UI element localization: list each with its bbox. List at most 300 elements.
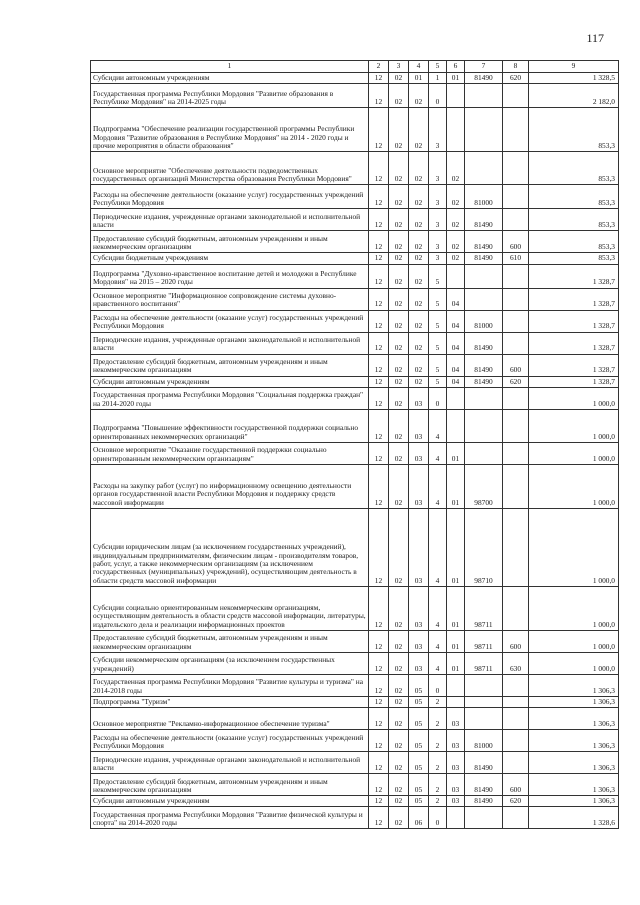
code-program-cell: 3 bbox=[429, 209, 447, 231]
code-subsection-cell: 05 bbox=[409, 730, 429, 752]
code-ministry-cell: 12 bbox=[369, 807, 389, 829]
item-name-cell: Расходы на закупку работ (услуг) по информационному освещению деятельности органов государственной власти Республики Мордовия и поддержку средств массовой информации bbox=[91, 464, 369, 508]
code-section-cell: 02 bbox=[389, 442, 409, 464]
code-target-cell: 98711 bbox=[465, 630, 503, 652]
amount-cell: 1 328,7 bbox=[529, 332, 619, 354]
code-expense-type-cell bbox=[503, 108, 529, 152]
code-expense-type-cell bbox=[503, 209, 529, 231]
code-ministry-cell: 12 bbox=[369, 84, 389, 108]
table-row bbox=[91, 332, 619, 354]
code-target-cell bbox=[465, 807, 503, 829]
code-expense-type-cell bbox=[503, 387, 529, 409]
code-activity-cell: 01 bbox=[447, 508, 465, 586]
code-ministry-cell: 12 bbox=[369, 376, 389, 387]
item-name-cell: Подпрограмма "Духовно-нравственное воспитание детей и молодежи в Республике Мордовия" на 2015 – 2020 годы bbox=[91, 264, 369, 288]
item-name-cell: Основное мероприятие "Рекламно-информационное обеспечение туризма" bbox=[91, 708, 369, 730]
code-target-cell bbox=[465, 264, 503, 288]
page-number: 117 bbox=[586, 31, 604, 45]
code-ministry-cell: 12 bbox=[369, 630, 389, 652]
code-ministry-cell: 12 bbox=[369, 708, 389, 730]
item-name-cell: Основное мероприятие "Обеспечение деятельности подведомственных государственных организаций Министерства образования Республики Мордовия" bbox=[91, 152, 369, 185]
code-program-cell: 4 bbox=[429, 630, 447, 652]
code-activity-cell: 01 bbox=[447, 586, 465, 630]
code-section-cell: 02 bbox=[389, 288, 409, 310]
amount-cell: 1 000,0 bbox=[529, 464, 619, 508]
code-section-cell: 02 bbox=[389, 586, 409, 630]
table-row bbox=[91, 84, 619, 108]
item-name-cell: Расходы на обеспечение деятельности (оказание услуг) государственных учреждений Республики Мордовия bbox=[91, 185, 369, 209]
code-activity-cell: 04 bbox=[447, 310, 465, 332]
code-target-cell: 81490 bbox=[465, 376, 503, 387]
budget-table bbox=[90, 60, 619, 829]
code-expense-type-cell: 600 bbox=[503, 231, 529, 253]
table-row bbox=[91, 508, 619, 586]
code-ministry-cell: 12 bbox=[369, 108, 389, 152]
amount-cell: 1 328,7 bbox=[529, 264, 619, 288]
code-ministry-cell: 12 bbox=[369, 409, 389, 442]
column-header: 4 bbox=[409, 61, 429, 73]
item-name-cell: Подпрограмма "Туризм" bbox=[91, 696, 369, 707]
code-ministry-cell: 12 bbox=[369, 209, 389, 231]
amount-cell: 1 306,3 bbox=[529, 796, 619, 807]
column-header: 5 bbox=[429, 61, 447, 73]
code-section-cell: 02 bbox=[389, 108, 409, 152]
code-expense-type-cell: 620 bbox=[503, 796, 529, 807]
code-activity-cell bbox=[447, 696, 465, 707]
table-row bbox=[91, 354, 619, 376]
code-ministry-cell: 12 bbox=[369, 185, 389, 209]
amount-cell: 1 000,0 bbox=[529, 409, 619, 442]
code-section-cell: 02 bbox=[389, 752, 409, 774]
code-program-cell: 5 bbox=[429, 354, 447, 376]
item-name-cell: Субсидии бюджетным учреждениям bbox=[91, 253, 369, 264]
code-expense-type-cell bbox=[503, 84, 529, 108]
code-expense-type-cell bbox=[503, 152, 529, 185]
code-expense-type-cell bbox=[503, 409, 529, 442]
code-ministry-cell: 12 bbox=[369, 464, 389, 508]
code-activity-cell: 01 bbox=[447, 464, 465, 508]
code-expense-type-cell bbox=[503, 464, 529, 508]
amount-cell: 1 000,0 bbox=[529, 586, 619, 630]
code-target-cell: 98711 bbox=[465, 586, 503, 630]
amount-cell: 1 328,6 bbox=[529, 807, 619, 829]
code-program-cell: 3 bbox=[429, 253, 447, 264]
code-subsection-cell: 03 bbox=[409, 630, 429, 652]
code-program-cell: 2 bbox=[429, 796, 447, 807]
table-row bbox=[91, 288, 619, 310]
amount-cell: 1 306,3 bbox=[529, 752, 619, 774]
code-section-cell: 02 bbox=[389, 185, 409, 209]
code-expense-type-cell bbox=[503, 185, 529, 209]
code-program-cell: 4 bbox=[429, 442, 447, 464]
code-expense-type-cell bbox=[503, 674, 529, 696]
item-name-cell: Подпрограмма "Повышение эффективности государственной поддержки социально ориентированных некоммерческих организаций" bbox=[91, 409, 369, 442]
code-ministry-cell: 12 bbox=[369, 354, 389, 376]
code-activity-cell: 03 bbox=[447, 752, 465, 774]
code-activity-cell: 02 bbox=[447, 185, 465, 209]
code-expense-type-cell bbox=[503, 310, 529, 332]
code-subsection-cell: 02 bbox=[409, 354, 429, 376]
code-activity-cell bbox=[447, 264, 465, 288]
code-program-cell: 2 bbox=[429, 774, 447, 796]
amount-cell: 1 000,0 bbox=[529, 387, 619, 409]
code-ministry-cell: 12 bbox=[369, 387, 389, 409]
table-row bbox=[91, 387, 619, 409]
code-expense-type-cell: 600 bbox=[503, 630, 529, 652]
item-name-cell: Предоставление субсидий бюджетным, автономным учреждениям и иным некоммерческим организациям bbox=[91, 231, 369, 253]
code-section-cell: 02 bbox=[389, 674, 409, 696]
code-subsection-cell: 02 bbox=[409, 84, 429, 108]
code-target-cell bbox=[465, 84, 503, 108]
code-section-cell: 02 bbox=[389, 652, 409, 674]
code-target-cell bbox=[465, 387, 503, 409]
code-section-cell: 02 bbox=[389, 708, 409, 730]
code-expense-type-cell bbox=[503, 807, 529, 829]
code-subsection-cell: 02 bbox=[409, 264, 429, 288]
code-subsection-cell: 02 bbox=[409, 253, 429, 264]
code-section-cell: 02 bbox=[389, 231, 409, 253]
code-section-cell: 02 bbox=[389, 310, 409, 332]
code-subsection-cell: 05 bbox=[409, 774, 429, 796]
code-ministry-cell: 12 bbox=[369, 332, 389, 354]
table-row bbox=[91, 708, 619, 730]
code-target-cell bbox=[465, 674, 503, 696]
code-target-cell: 81490 bbox=[465, 796, 503, 807]
amount-cell: 1 306,3 bbox=[529, 730, 619, 752]
item-name-cell: Расходы на обеспечение деятельности (оказание услуг) государственных учреждений Республики Мордовия bbox=[91, 730, 369, 752]
code-ministry-cell: 12 bbox=[369, 774, 389, 796]
code-ministry-cell: 12 bbox=[369, 253, 389, 264]
code-activity-cell: 02 bbox=[447, 209, 465, 231]
code-subsection-cell: 05 bbox=[409, 708, 429, 730]
code-activity-cell bbox=[447, 674, 465, 696]
table-row bbox=[91, 409, 619, 442]
code-subsection-cell: 02 bbox=[409, 310, 429, 332]
item-name-cell: Субсидии автономным учреждениям bbox=[91, 73, 369, 84]
code-expense-type-cell: 620 bbox=[503, 73, 529, 84]
amount-cell: 1 306,3 bbox=[529, 708, 619, 730]
code-activity-cell: 03 bbox=[447, 796, 465, 807]
table-row bbox=[91, 185, 619, 209]
code-expense-type-cell: 600 bbox=[503, 354, 529, 376]
code-program-cell: 4 bbox=[429, 652, 447, 674]
table-row bbox=[91, 209, 619, 231]
item-name-cell: Подпрограмма "Обеспечение реализации государственной программы Республики Мордовия "Развитие образования в Республике Мордовия" на 2014 - 2020 годы и прочие мероприятия в области образования" bbox=[91, 108, 369, 152]
code-subsection-cell: 03 bbox=[409, 387, 429, 409]
code-subsection-cell: 03 bbox=[409, 508, 429, 586]
code-activity-cell bbox=[447, 409, 465, 442]
code-ministry-cell: 12 bbox=[369, 730, 389, 752]
code-section-cell: 02 bbox=[389, 354, 409, 376]
code-ministry-cell: 12 bbox=[369, 508, 389, 586]
item-name-cell: Государственная программа Республики Мордовия "Развитие образования в Республике Мордовия" на 2014-2025 годы bbox=[91, 84, 369, 108]
item-name-cell: Основное мероприятие "Оказание государственной поддержки социально ориентированным некоммерческим организациям" bbox=[91, 442, 369, 464]
code-activity-cell: 01 bbox=[447, 652, 465, 674]
table-row bbox=[91, 630, 619, 652]
table-row bbox=[91, 376, 619, 387]
code-program-cell: 0 bbox=[429, 674, 447, 696]
code-activity-cell: 04 bbox=[447, 376, 465, 387]
code-target-cell bbox=[465, 409, 503, 442]
item-name-cell: Субсидии автономным учреждениям bbox=[91, 376, 369, 387]
code-ministry-cell: 12 bbox=[369, 231, 389, 253]
column-header: 2 bbox=[369, 61, 389, 73]
amount-cell: 1 306,3 bbox=[529, 774, 619, 796]
amount-cell: 853,3 bbox=[529, 253, 619, 264]
code-section-cell: 02 bbox=[389, 630, 409, 652]
code-target-cell: 81000 bbox=[465, 185, 503, 209]
table-row bbox=[91, 73, 619, 84]
code-target-cell bbox=[465, 288, 503, 310]
table-row bbox=[91, 807, 619, 829]
item-name-cell: Периодические издания, учрежденные органами законодательной и исполнительной власти bbox=[91, 332, 369, 354]
amount-cell: 1 000,0 bbox=[529, 508, 619, 586]
code-program-cell: 5 bbox=[429, 376, 447, 387]
code-subsection-cell: 01 bbox=[409, 73, 429, 84]
item-name-cell: Расходы на обеспечение деятельности (оказание услуг) государственных учреждений Республики Мордовия bbox=[91, 310, 369, 332]
amount-cell: 1 328,5 bbox=[529, 73, 619, 84]
code-program-cell: 1 bbox=[429, 73, 447, 84]
column-header: 8 bbox=[503, 61, 529, 73]
code-ministry-cell: 12 bbox=[369, 73, 389, 84]
code-subsection-cell: 02 bbox=[409, 288, 429, 310]
table-row bbox=[91, 464, 619, 508]
item-name-cell: Предоставление субсидий бюджетным, автономным учреждениям и иным некоммерческим организациям bbox=[91, 774, 369, 796]
column-header: 9 bbox=[529, 61, 619, 73]
code-subsection-cell: 03 bbox=[409, 464, 429, 508]
item-name-cell: Субсидии некоммерческим организациям (за исключением государственных учреждений) bbox=[91, 652, 369, 674]
table-row bbox=[91, 152, 619, 185]
code-target-cell bbox=[465, 442, 503, 464]
code-program-cell: 4 bbox=[429, 464, 447, 508]
code-section-cell: 02 bbox=[389, 376, 409, 387]
code-expense-type-cell bbox=[503, 586, 529, 630]
code-program-cell: 5 bbox=[429, 310, 447, 332]
table-row bbox=[91, 796, 619, 807]
item-name-cell: Государственная программа Республики Мордовия "Социальная поддержка граждан" на 2014-2020 годы bbox=[91, 387, 369, 409]
code-expense-type-cell bbox=[503, 752, 529, 774]
code-section-cell: 02 bbox=[389, 84, 409, 108]
code-activity-cell: 01 bbox=[447, 73, 465, 84]
code-subsection-cell: 06 bbox=[409, 807, 429, 829]
code-activity-cell bbox=[447, 807, 465, 829]
code-target-cell: 81490 bbox=[465, 752, 503, 774]
code-subsection-cell: 05 bbox=[409, 674, 429, 696]
code-activity-cell: 02 bbox=[447, 231, 465, 253]
code-subsection-cell: 05 bbox=[409, 796, 429, 807]
table-row bbox=[91, 231, 619, 253]
amount-cell: 1 306,3 bbox=[529, 696, 619, 707]
code-section-cell: 02 bbox=[389, 508, 409, 586]
table-row bbox=[91, 696, 619, 707]
code-target-cell: 81490 bbox=[465, 231, 503, 253]
code-expense-type-cell bbox=[503, 708, 529, 730]
code-expense-type-cell bbox=[503, 264, 529, 288]
code-section-cell: 02 bbox=[389, 264, 409, 288]
code-section-cell: 02 bbox=[389, 774, 409, 796]
code-section-cell: 02 bbox=[389, 696, 409, 707]
table-row bbox=[91, 253, 619, 264]
code-program-cell: 5 bbox=[429, 288, 447, 310]
amount-cell: 1 000,0 bbox=[529, 630, 619, 652]
code-expense-type-cell: 630 bbox=[503, 652, 529, 674]
code-section-cell: 02 bbox=[389, 730, 409, 752]
table-row bbox=[91, 586, 619, 630]
code-program-cell: 3 bbox=[429, 231, 447, 253]
item-name-cell: Периодические издания, учрежденные органами законодательной и исполнительной власти bbox=[91, 752, 369, 774]
column-header: 3 bbox=[389, 61, 409, 73]
code-program-cell: 4 bbox=[429, 586, 447, 630]
code-section-cell: 02 bbox=[389, 796, 409, 807]
amount-cell: 1 328,7 bbox=[529, 288, 619, 310]
code-program-cell: 2 bbox=[429, 708, 447, 730]
code-target-cell: 98710 bbox=[465, 508, 503, 586]
column-header: 1 bbox=[91, 61, 369, 73]
code-activity-cell: 03 bbox=[447, 730, 465, 752]
table-row bbox=[91, 652, 619, 674]
code-expense-type-cell bbox=[503, 288, 529, 310]
code-section-cell: 02 bbox=[389, 332, 409, 354]
code-program-cell: 3 bbox=[429, 152, 447, 185]
amount-cell: 1 000,0 bbox=[529, 652, 619, 674]
amount-cell: 1 328,7 bbox=[529, 354, 619, 376]
code-program-cell: 2 bbox=[429, 696, 447, 707]
code-expense-type-cell: 600 bbox=[503, 774, 529, 796]
code-expense-type-cell bbox=[503, 696, 529, 707]
item-name-cell: Предоставление субсидий бюджетным, автономным учреждениям и иным некоммерческим организациям bbox=[91, 630, 369, 652]
code-activity-cell: 01 bbox=[447, 630, 465, 652]
amount-cell: 853,3 bbox=[529, 108, 619, 152]
amount-cell: 853,3 bbox=[529, 185, 619, 209]
item-name-cell: Государственная программа Республики Мордовия "Развитие физической культуры и спорта" на 2014-2020 годы bbox=[91, 807, 369, 829]
table-row bbox=[91, 674, 619, 696]
code-program-cell: 3 bbox=[429, 185, 447, 209]
code-subsection-cell: 03 bbox=[409, 652, 429, 674]
code-activity-cell bbox=[447, 387, 465, 409]
amount-cell: 1 328,7 bbox=[529, 310, 619, 332]
code-section-cell: 02 bbox=[389, 807, 409, 829]
amount-cell: 2 182,0 bbox=[529, 84, 619, 108]
amount-cell: 1 306,3 bbox=[529, 674, 619, 696]
code-section-cell: 02 bbox=[389, 253, 409, 264]
code-subsection-cell: 05 bbox=[409, 696, 429, 707]
amount-cell: 853,3 bbox=[529, 152, 619, 185]
code-program-cell: 2 bbox=[429, 752, 447, 774]
code-subsection-cell: 03 bbox=[409, 409, 429, 442]
table-row bbox=[91, 108, 619, 152]
code-section-cell: 02 bbox=[389, 209, 409, 231]
code-activity-cell: 02 bbox=[447, 253, 465, 264]
code-activity-cell: 02 bbox=[447, 152, 465, 185]
code-target-cell: 81000 bbox=[465, 730, 503, 752]
code-expense-type-cell: 620 bbox=[503, 376, 529, 387]
code-expense-type-cell bbox=[503, 508, 529, 586]
code-ministry-cell: 12 bbox=[369, 288, 389, 310]
code-activity-cell: 04 bbox=[447, 332, 465, 354]
code-ministry-cell: 12 bbox=[369, 152, 389, 185]
item-name-cell: Периодические издания, учрежденные органами законодательной и исполнительной власти bbox=[91, 209, 369, 231]
code-subsection-cell: 02 bbox=[409, 376, 429, 387]
code-expense-type-cell: 610 bbox=[503, 253, 529, 264]
amount-cell: 853,3 bbox=[529, 209, 619, 231]
code-expense-type-cell bbox=[503, 730, 529, 752]
code-subsection-cell: 02 bbox=[409, 209, 429, 231]
item-name-cell: Субсидии автономным учреждениям bbox=[91, 796, 369, 807]
code-program-cell: 4 bbox=[429, 409, 447, 442]
code-program-cell: 5 bbox=[429, 264, 447, 288]
code-activity-cell: 04 bbox=[447, 354, 465, 376]
code-subsection-cell: 05 bbox=[409, 752, 429, 774]
code-ministry-cell: 12 bbox=[369, 696, 389, 707]
code-ministry-cell: 12 bbox=[369, 752, 389, 774]
code-target-cell: 81490 bbox=[465, 253, 503, 264]
code-program-cell: 2 bbox=[429, 730, 447, 752]
code-program-cell: 4 bbox=[429, 508, 447, 586]
code-target-cell: 81000 bbox=[465, 310, 503, 332]
code-section-cell: 02 bbox=[389, 464, 409, 508]
column-header: 6 bbox=[447, 61, 465, 73]
code-ministry-cell: 12 bbox=[369, 586, 389, 630]
code-target-cell: 81490 bbox=[465, 774, 503, 796]
code-subsection-cell: 03 bbox=[409, 442, 429, 464]
code-activity-cell: 03 bbox=[447, 708, 465, 730]
code-target-cell bbox=[465, 708, 503, 730]
code-subsection-cell: 02 bbox=[409, 108, 429, 152]
code-activity-cell: 01 bbox=[447, 442, 465, 464]
table-row bbox=[91, 752, 619, 774]
code-program-cell: 5 bbox=[429, 332, 447, 354]
item-name-cell: Государственная программа Республики Мордовия "Развитие культуры и туризма" на 2014-2018 годы bbox=[91, 674, 369, 696]
code-program-cell: 0 bbox=[429, 807, 447, 829]
code-target-cell: 81490 bbox=[465, 209, 503, 231]
code-program-cell: 3 bbox=[429, 108, 447, 152]
item-name-cell: Субсидии юридическим лицам (за исключением государственных учреждений), индивидуальным предпринимателям, физическим лицам - производителям товаров, работ, услуг, а также некоммерческим организациям (за исключением государственных (муниципальных) учреждений), осуществляющим деятельность в области средств массовой информации bbox=[91, 508, 369, 586]
code-subsection-cell: 02 bbox=[409, 185, 429, 209]
code-program-cell: 0 bbox=[429, 84, 447, 108]
amount-cell: 1 000,0 bbox=[529, 442, 619, 464]
code-subsection-cell: 02 bbox=[409, 231, 429, 253]
code-target-cell bbox=[465, 152, 503, 185]
code-section-cell: 02 bbox=[389, 409, 409, 442]
amount-cell: 853,3 bbox=[529, 231, 619, 253]
code-ministry-cell: 12 bbox=[369, 310, 389, 332]
code-ministry-cell: 12 bbox=[369, 674, 389, 696]
code-program-cell: 0 bbox=[429, 387, 447, 409]
code-subsection-cell: 02 bbox=[409, 332, 429, 354]
code-target-cell: 81490 bbox=[465, 332, 503, 354]
code-section-cell: 02 bbox=[389, 152, 409, 185]
code-section-cell: 02 bbox=[389, 73, 409, 84]
code-target-cell bbox=[465, 696, 503, 707]
code-ministry-cell: 12 bbox=[369, 442, 389, 464]
table-header-row bbox=[91, 61, 619, 73]
code-activity-cell bbox=[447, 108, 465, 152]
code-activity-cell bbox=[447, 84, 465, 108]
code-subsection-cell: 02 bbox=[409, 152, 429, 185]
code-activity-cell: 03 bbox=[447, 774, 465, 796]
amount-cell: 1 328,7 bbox=[529, 376, 619, 387]
code-subsection-cell: 03 bbox=[409, 586, 429, 630]
code-target-cell: 81490 bbox=[465, 354, 503, 376]
table-row bbox=[91, 264, 619, 288]
table-row bbox=[91, 774, 619, 796]
code-expense-type-cell bbox=[503, 332, 529, 354]
item-name-cell: Предоставление субсидий бюджетным, автономным учреждениям и иным некоммерческим организациям bbox=[91, 354, 369, 376]
item-name-cell: Субсидии социально ориентированным некоммерческим организациям, осуществляющим деятельность в области средств массовой информации, литературы, издательского дела и реализации информационных проектов bbox=[91, 586, 369, 630]
code-ministry-cell: 12 bbox=[369, 652, 389, 674]
code-expense-type-cell bbox=[503, 442, 529, 464]
code-target-cell: 98700 bbox=[465, 464, 503, 508]
